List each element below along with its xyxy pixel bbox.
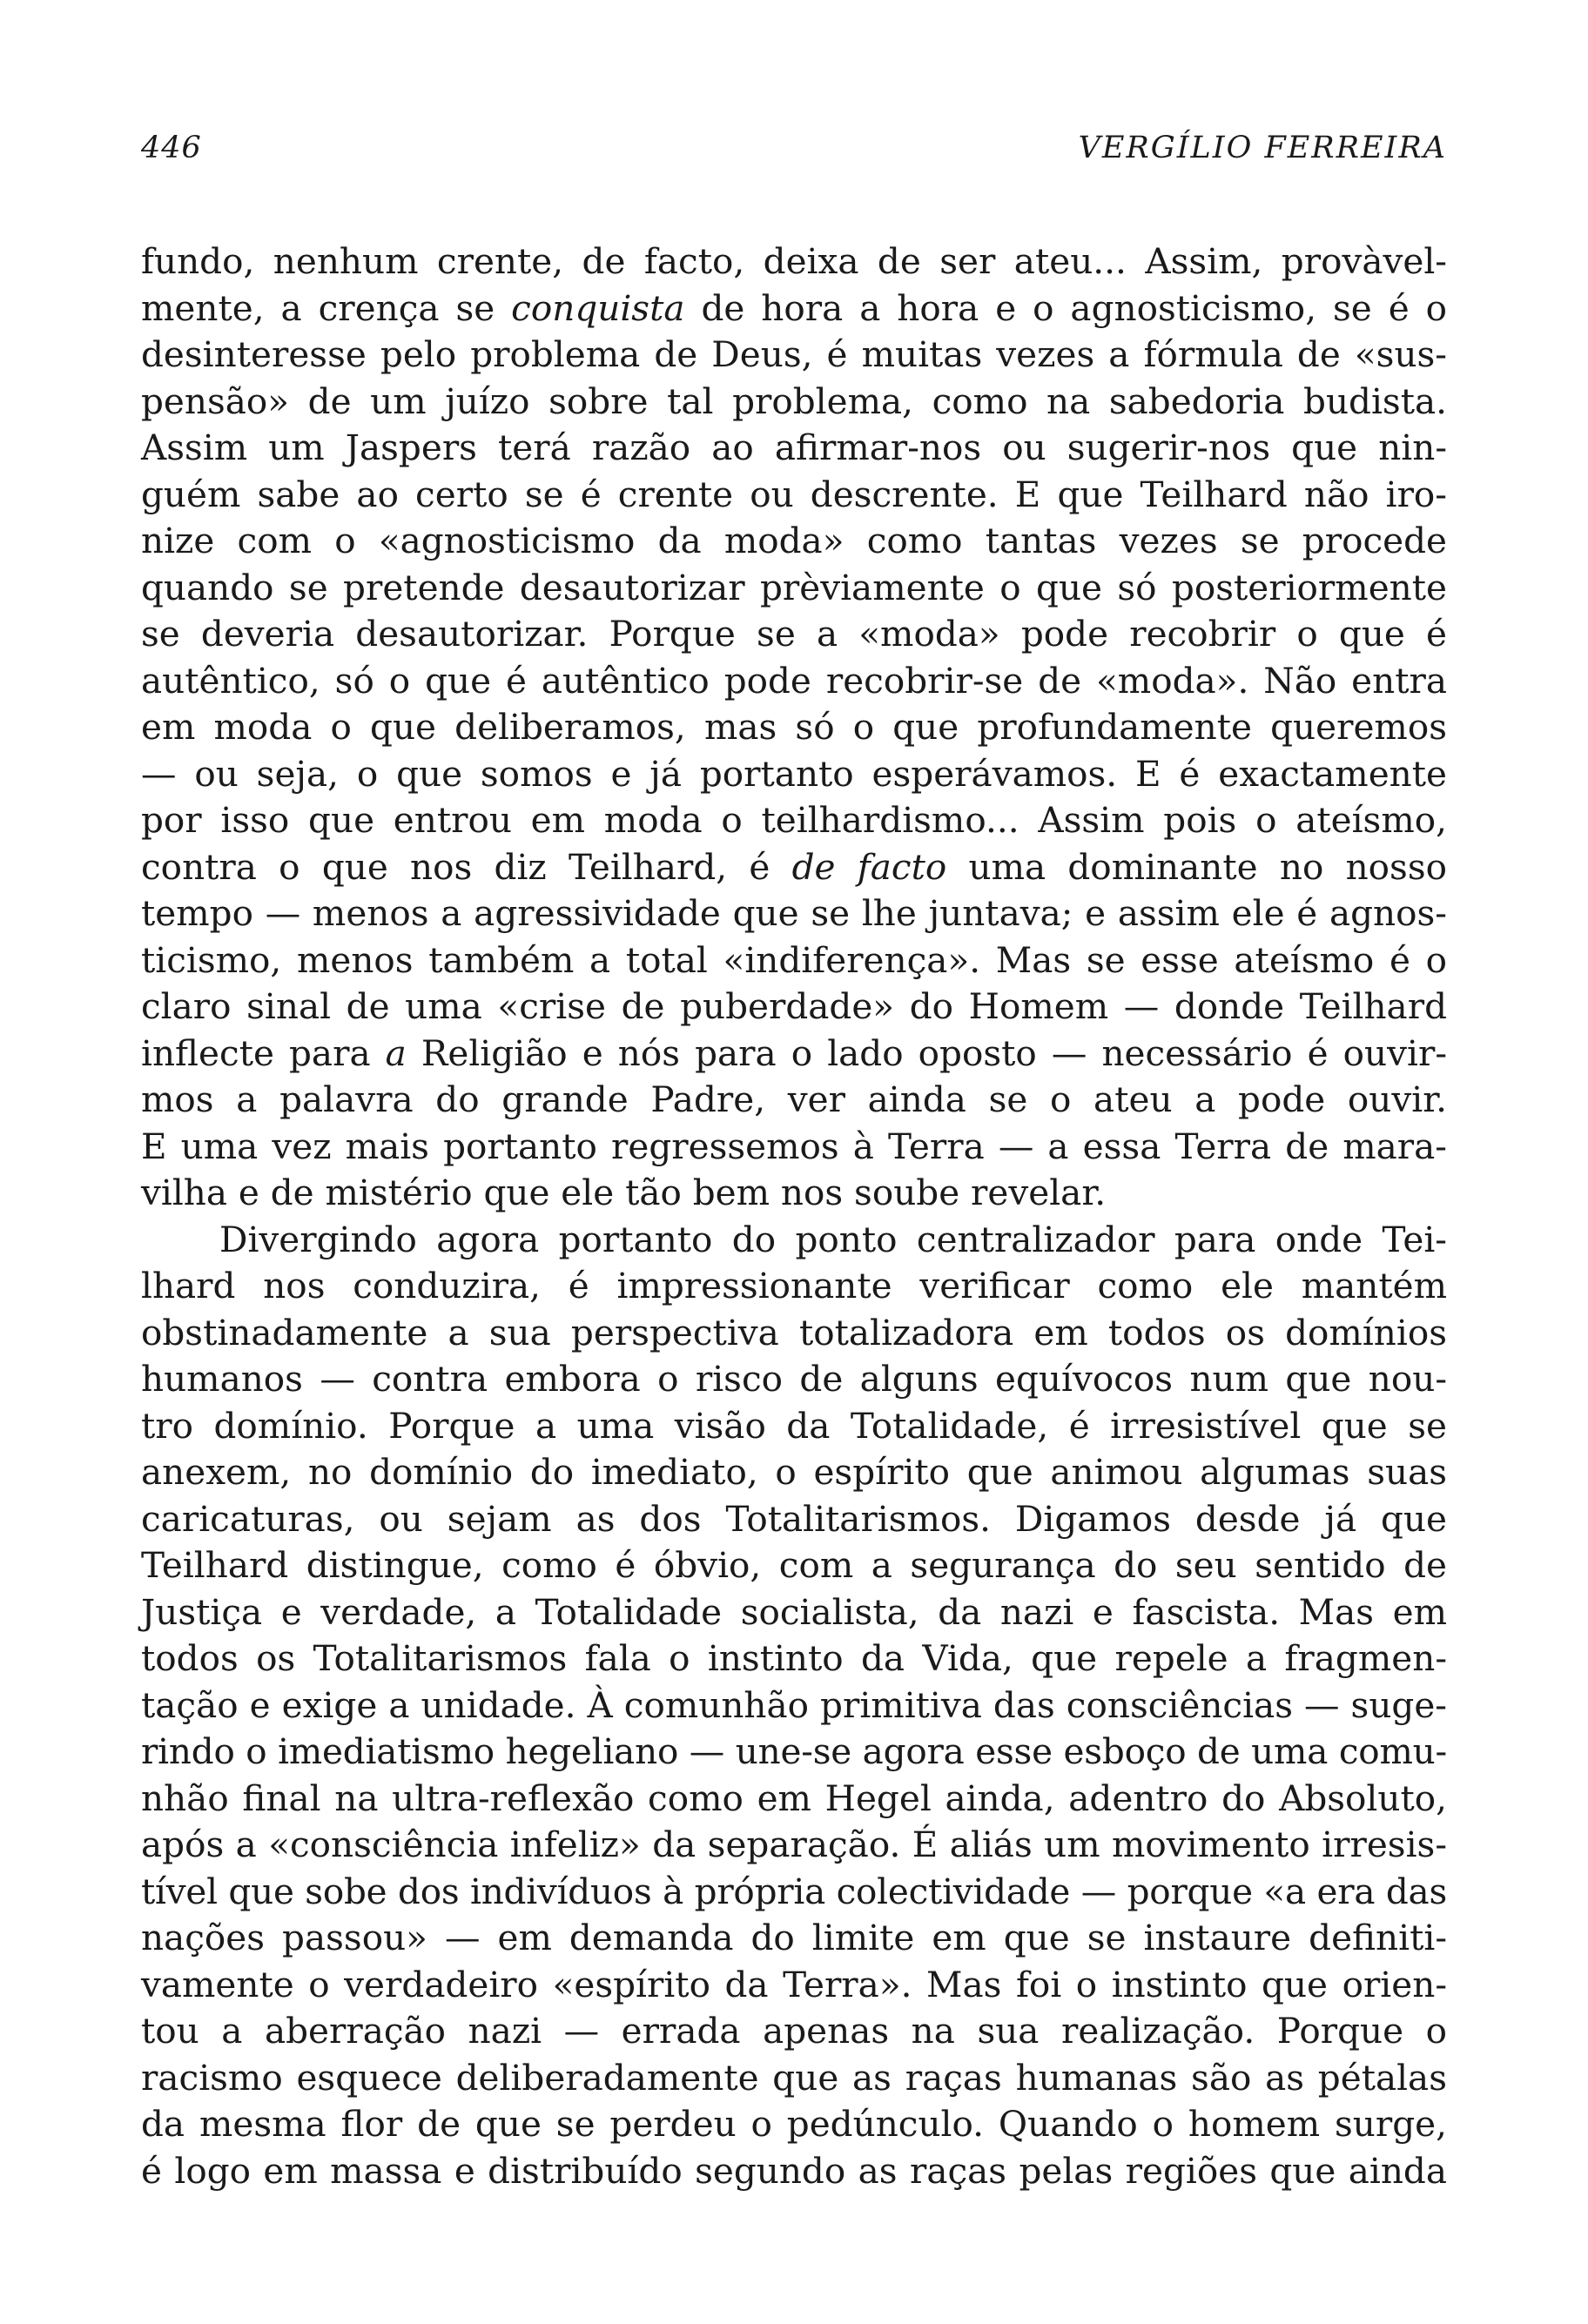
text-segment: racismo esquece deliberadamente que as raças humanas são as pétalas — [141, 2056, 1447, 2099]
text-line — [141, 1077, 1447, 1124]
text-line — [141, 1356, 1447, 1403]
text-segment: rindo o imediatismo hegeliano — une-se agora esse esboço de uma comu- — [141, 1730, 1447, 1772]
text-line — [141, 1542, 1447, 1589]
text-segment: E uma vez mais portanto regressemos à Terra — a essa Terra de mara- — [141, 1125, 1447, 1167]
text-line — [141, 1636, 1447, 1683]
text-segment: uma dominante no nosso — [946, 845, 1447, 888]
text-segment: vamente o verdadeiro «espírito da Terra». Mas foi o instinto que orien- — [141, 1963, 1447, 2005]
text-line — [141, 565, 1447, 612]
text-line — [141, 1589, 1447, 1636]
text-line — [141, 472, 1447, 519]
text-segment: desinteresse pelo problema de Deus, é muitas vezes a fórmula de «sus- — [141, 333, 1447, 375]
text-line — [141, 1729, 1447, 1776]
running-head — [141, 131, 1447, 183]
text-line — [141, 658, 1447, 705]
text-segment: tível que sobe dos indivíduos à própria colectividade — porque «a era das — [141, 1870, 1447, 1912]
book-page — [141, 131, 1447, 2194]
text-segment: por isso que entrou em moda o teilhardismo... Assim pois o ateísmo, — [141, 799, 1447, 841]
text-line — [141, 518, 1447, 565]
text-line — [141, 1869, 1447, 1916]
text-line — [141, 1449, 1447, 1496]
text-line — [141, 1776, 1447, 1823]
text-line — [141, 379, 1447, 426]
text-segment: tro domínio. Porque a uma visão da Totalidade, é irresistível que se — [141, 1404, 1447, 1447]
text-line — [141, 2148, 1447, 2195]
text-line — [141, 1170, 1447, 1217]
text-segment: Justiça e verdade, a Totalidade socialista, da nazi e fascista. Mas em — [141, 1590, 1447, 1633]
text-segment: obstinadamente a sua perspectiva totalizadora em todos os domínios — [141, 1311, 1447, 1353]
page-body — [141, 238, 1447, 2194]
text-segment: mos a palavra do grande Padre, ver ainda se o ateu a pode ouvir. — [141, 1078, 1447, 1120]
text-segment: fundo, nenhum crente, de facto, deixa de ser ateu... Assim, provàvel- — [141, 240, 1447, 282]
text-line — [141, 704, 1447, 751]
text-line — [141, 1031, 1447, 1078]
text-segment: anexem, no domínio do imediato, o espírito que animou algumas suas — [141, 1451, 1447, 1493]
text-segment: ticismo, menos também a total «indiferença». Mas se esse ateísmo é o — [141, 938, 1447, 981]
paragraph — [141, 238, 1447, 1217]
text-line — [141, 332, 1447, 379]
text-segment: — ou seja, o que somos e já portanto esperávamos. E é exactamente — [141, 752, 1447, 795]
text-line — [141, 611, 1447, 658]
italic-text: de facto — [791, 845, 947, 888]
text-segment: mente, a crença se — [141, 286, 512, 329]
text-line — [141, 1310, 1447, 1357]
text-line — [141, 2101, 1447, 2148]
text-segment: de hora a hora e o agnosticismo, se é o — [684, 286, 1447, 329]
text-line — [141, 1403, 1447, 1450]
text-line — [141, 937, 1447, 984]
text-segment: Assim um Jaspers terá razão ao afirmar-nos ou sugerir-nos que nin- — [141, 427, 1447, 468]
text-segment: quando se pretende desautorizar prèviamente o que só posteriormente — [141, 566, 1447, 608]
text-line — [141, 890, 1447, 937]
text-line — [141, 238, 1447, 285]
text-line — [141, 1124, 1447, 1171]
text-segment: lhard nos conduzira, é impressionante verificar como ele mantém — [141, 1265, 1447, 1306]
text-segment: é logo em massa e distribuído segundo as raças pelas regiões que ainda — [141, 2149, 1447, 2192]
text-line — [141, 2055, 1447, 2102]
text-segment: tou a aberração nazi — errada apenas na sua realização. Porque o — [141, 2010, 1447, 2052]
text-line — [141, 797, 1447, 844]
text-segment: claro sinal de uma «crise de puberdade» do Homem — donde Teilhard — [141, 985, 1447, 1027]
text-line — [141, 1683, 1447, 1730]
text-segment: vilha e de mistério que ele tão bem nos soube revelar. — [141, 1172, 1107, 1213]
text-line — [141, 751, 1447, 798]
text-line — [141, 1822, 1447, 1869]
text-segment: contra o que nos diz Teilhard, é — [141, 845, 792, 888]
text-segment: após a «consciência infeliz» da separação. É aliás um movimento irresis- — [141, 1824, 1447, 1865]
text-segment: inflecte para — [141, 1031, 386, 1074]
text-segment: pensão» de um juízo sobre tal problema, como na sabedoria budista. — [141, 379, 1447, 422]
running-title: VERGÍLIO FERREIRA — [1078, 131, 1447, 165]
text-segment: em moda o que deliberamos, mas só o que profundamente queremos — [141, 706, 1447, 748]
text-line — [141, 2008, 1447, 2055]
text-line — [141, 425, 1447, 472]
paragraph — [141, 1217, 1447, 2195]
text-segment: da mesma flor de que se perdeu o pedúnculo. Quando o homem surge, — [141, 2103, 1447, 2145]
text-line — [141, 844, 1447, 891]
text-segment: se deveria desautorizar. Porque se a «moda» pode recobrir o que é — [141, 613, 1447, 655]
text-segment: autêntico, só o que é autêntico pode recobrir-se de «moda». Não entra — [141, 659, 1447, 702]
text-line — [141, 984, 1447, 1031]
text-line — [141, 285, 1447, 332]
text-segment: caricaturas, ou sejam as dos Totalitarismos. Digamos desde já que — [141, 1497, 1447, 1540]
text-segment: tação e exige a unidade. À comunhão primitiva das consciências — suge- — [141, 1683, 1447, 1726]
text-segment: Teilhard distingue, como é óbvio, com a segurança do seu sentido de — [141, 1544, 1447, 1586]
text-line — [141, 1962, 1447, 2009]
italic-text: conquista — [511, 286, 685, 329]
text-segment: humanos — contra embora o risco de alguns equívocos num que nou- — [141, 1358, 1447, 1400]
text-line — [141, 1496, 1447, 1543]
text-segment: guém sabe ao certo se é crente ou descrente. E que Teilhard não iro- — [141, 473, 1447, 515]
text-line — [141, 1263, 1447, 1310]
text-segment: nize com o «agnosticismo da moda» como tantas vezes se procede — [141, 520, 1447, 561]
page-number: 446 — [141, 131, 202, 165]
text-segment: nações passou» — em demanda do limite em que se instaure definiti- — [141, 1917, 1447, 1958]
text-segment: tempo — menos a agressividade que se lhe juntava; e assim ele é agnos- — [141, 892, 1447, 934]
text-segment: nhão final na ultra-reflexão como em Hegel ainda, adentro do Absoluto, — [141, 1777, 1447, 1819]
text-segment: Religião e nós para o lado oposto — necessário é ouvir- — [406, 1031, 1447, 1074]
text-line — [141, 1217, 1447, 1264]
text-segment: Divergindo agora portanto do ponto centralizador para onde Tei- — [219, 1218, 1447, 1260]
text-segment: todos os Totalitarismos fala o instinto da Vida, que repele a fragmen- — [141, 1637, 1447, 1679]
italic-text: a — [385, 1031, 407, 1074]
text-line — [141, 1915, 1447, 1962]
